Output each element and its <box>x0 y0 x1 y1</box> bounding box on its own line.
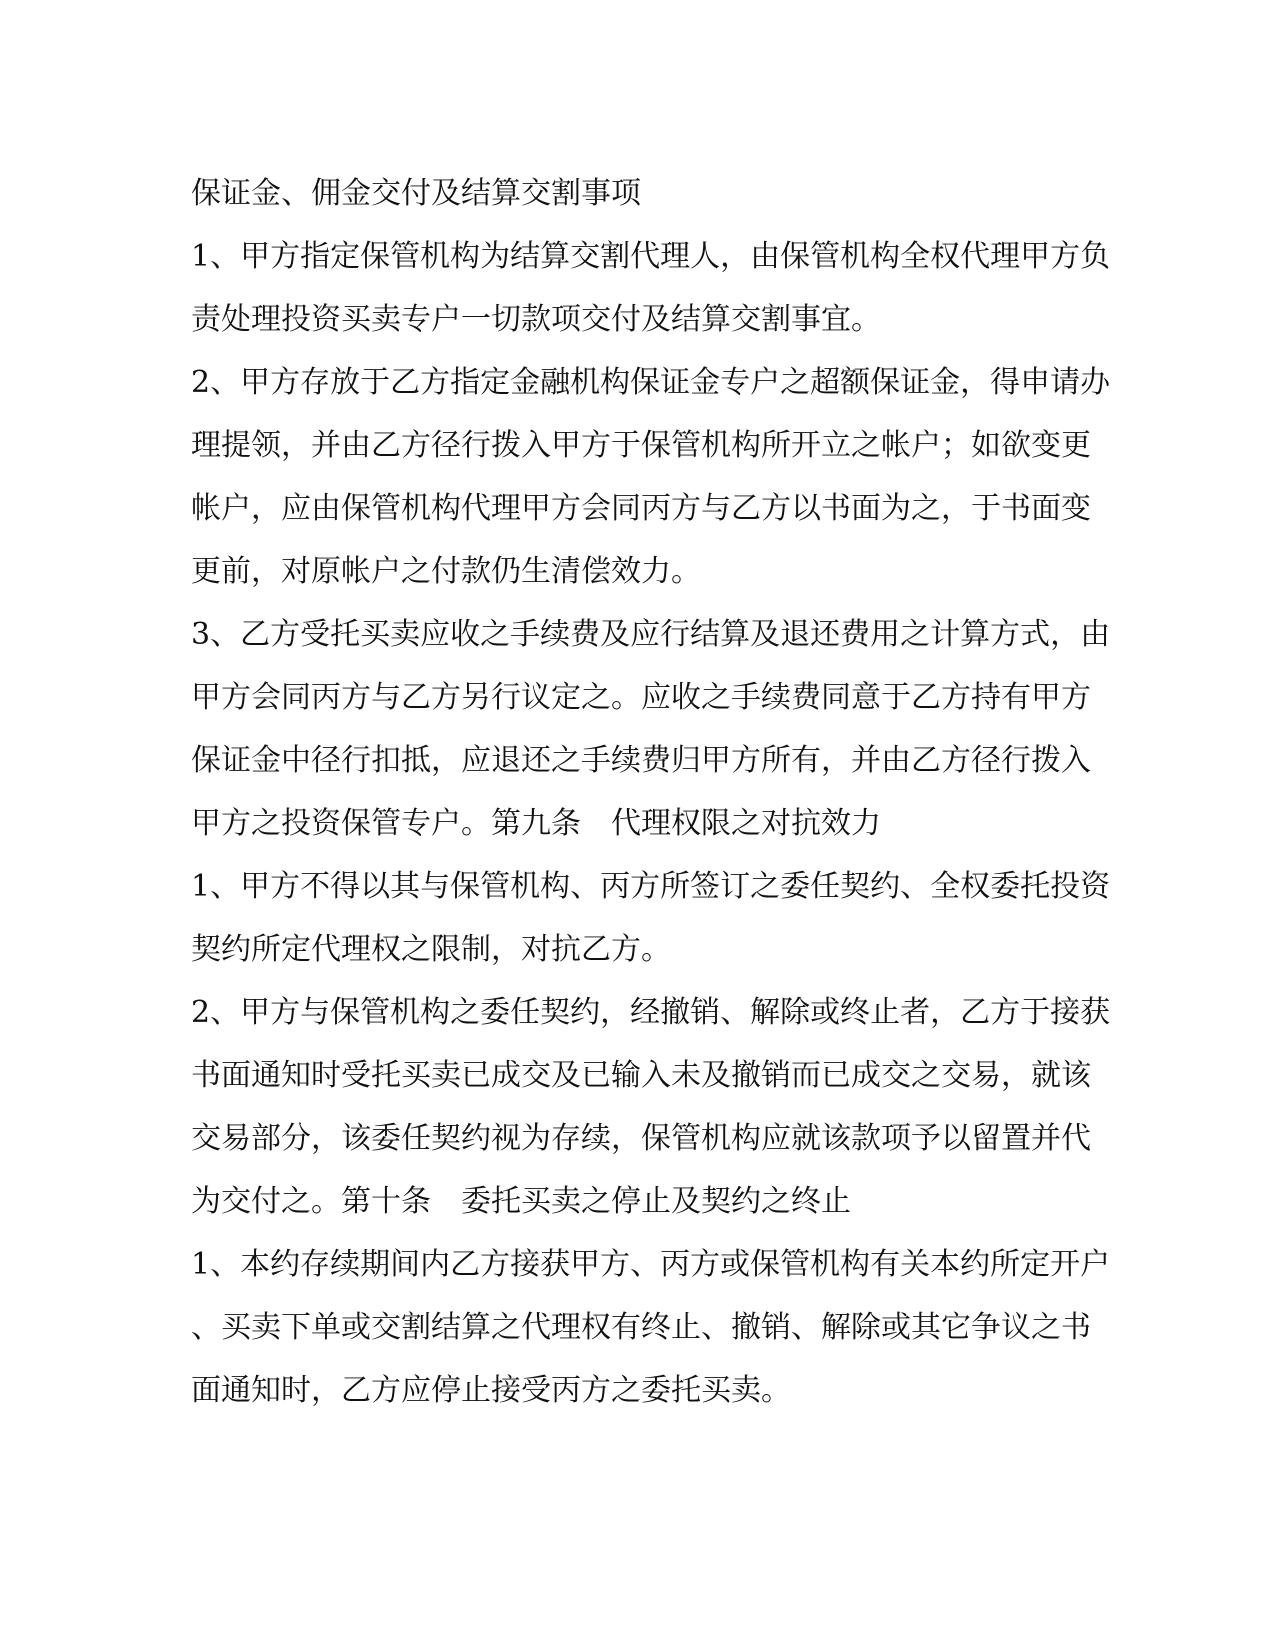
text-line: 帐户，应由保管机构代理甲方会同丙方与乙方以书面为之，于书面变 <box>191 491 1091 526</box>
text-line: 书面通知时受托买卖已成交及已输入未及撤销而已成交之交易，就该 <box>191 1058 1091 1093</box>
text-line: 3、乙方受托买卖应收之手续费及应行结算及退还费用之计算方式，由 <box>191 617 1111 652</box>
document-body <box>191 162 1111 1422</box>
text-line: 理提领，并由乙方径行拨入甲方于保管机构所开立之帐户；如欲变更 <box>191 428 1091 463</box>
text-line: 责处理投资买卖专户一切款项交付及结算交割事宜。 <box>191 302 881 337</box>
text-line: 甲方会同丙方与乙方另行议定之。应收之手续费同意于乙方持有甲方 <box>191 680 1091 715</box>
text-line: 甲方之投资保管专户。第九条 代理权限之对抗效力 <box>191 806 881 841</box>
text-line: 契约所定代理权之限制，对抗乙方。 <box>191 932 671 967</box>
text-line: 、买卖下单或交割结算之代理权有终止、撤销、解除或其它争议之书 <box>191 1310 1091 1345</box>
text-line: 1、甲方不得以其与保管机构、丙方所签订之委任契约、全权委托投资 <box>191 869 1111 904</box>
section-heading: 保证金、佣金交付及结算交割事项 <box>191 176 641 211</box>
text-line: 1、本约存续期间内乙方接获甲方、丙方或保管机构有关本约所定开户 <box>191 1247 1111 1282</box>
text-line: 面通知时，乙方应停止接受丙方之委托买卖。 <box>191 1373 791 1408</box>
text-line: 保证金中径行扣抵，应退还之手续费归甲方所有，并由乙方径行拨入 <box>191 743 1091 778</box>
text-line: 为交付之。第十条 委托买卖之停止及契约之终止 <box>191 1184 851 1219</box>
text-line: 2、甲方与保管机构之委任契约，经撤销、解除或终止者，乙方于接获 <box>191 995 1111 1030</box>
text-line: 1、甲方指定保管机构为结算交割代理人，由保管机构全权代理甲方负 <box>191 239 1111 274</box>
text-line: 2、甲方存放于乙方指定金融机构保证金专户之超额保证金，得申请办 <box>191 365 1111 400</box>
text-line: 更前，对原帐户之付款仍生清偿效力。 <box>191 554 701 589</box>
text-line: 交易部分，该委任契约视为存续，保管机构应就该款项予以留置并代 <box>191 1121 1091 1156</box>
